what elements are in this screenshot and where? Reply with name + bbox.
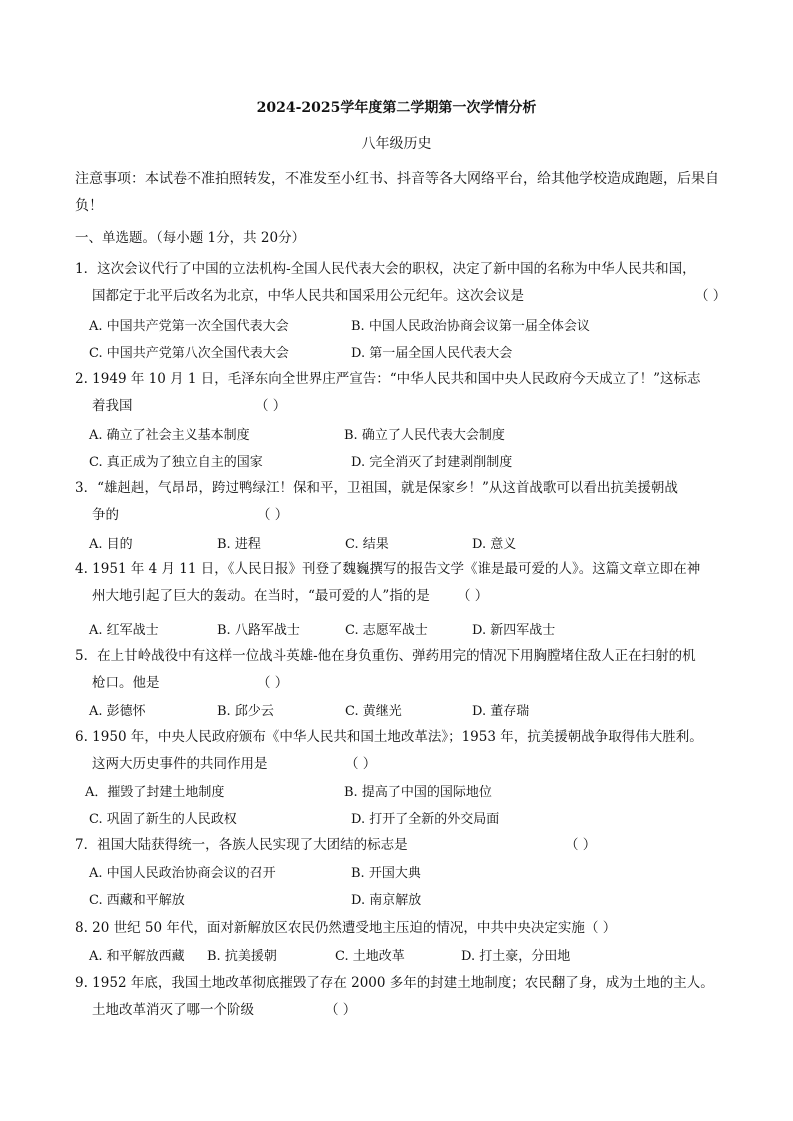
option-a: A. 彭德怀 bbox=[89, 704, 146, 719]
option-b: B. 开国大典 bbox=[351, 866, 421, 881]
option-c: C. 西藏和平解放 bbox=[89, 893, 185, 908]
option-a: A. 和平解放西藏 bbox=[89, 949, 185, 964]
answer-paren: （ ） bbox=[585, 920, 617, 936]
option-d: D. 南京解放 bbox=[351, 893, 422, 908]
option-d: D. 董存瑞 bbox=[472, 704, 530, 719]
notice-line: 注意事项：本试卷不准拍照转发，不准发至小红书、抖音等各大网络平台，给其他学校造成跑题，后果自 bbox=[75, 171, 719, 187]
question-stem-cont: 枪口。他是 bbox=[92, 675, 160, 691]
question-stem: 4. 1951 年 4 月 11 日，《人民日报》刊登了魏巍撰写的报告文学《谁是最可爱的人》。这篇文章立即在神 bbox=[75, 561, 701, 577]
option-d: D. 完全消灭了封建剥削制度 bbox=[351, 455, 513, 470]
option-a: A. 红军战士 bbox=[89, 623, 159, 638]
answer-paren: （ ） bbox=[257, 507, 289, 523]
notice-line: 负！ bbox=[75, 198, 103, 214]
option-b: B. 抗美援朝 bbox=[207, 949, 277, 964]
question-5 bbox=[75, 643, 730, 697]
question-stem-cont: 着我国 bbox=[92, 398, 133, 414]
option-a: A．摧毁了封建土地制度 bbox=[85, 785, 225, 800]
question-3 bbox=[75, 475, 730, 529]
option-d: D. 新四军战士 bbox=[472, 623, 556, 638]
question-stem-cont: 土地改革消灭了哪一个阶级 bbox=[92, 1002, 254, 1018]
question-stem: 3．“雄赳赳，气昂昂，跨过鸭绿江！保和平，卫祖国，就是保家乡！”从这首战歌可以看出抗美援朝战 bbox=[75, 480, 678, 496]
option-a: A. 中国人民政治协商会议的召开 bbox=[89, 866, 276, 881]
question-stem: 9. 1952 年底，我国土地改革彻底摧毁了存在 2000 多年的封建土地制度；农民翻了身，成为土地的主人。 bbox=[75, 975, 714, 991]
option-b: B. 八路军战士 bbox=[217, 623, 300, 638]
exam-title: 2024-2025学年度第二学期第一次学情分析 bbox=[256, 100, 537, 116]
option-c: C. 黄继光 bbox=[345, 704, 402, 719]
question-9 bbox=[75, 970, 730, 1024]
exam-subtitle: 八年级历史 bbox=[361, 136, 432, 152]
question-stem: 8. 20 世纪 50 年代，面对新解放区农民仍然遭受地主压迫的情况，中共中央决定实施 bbox=[75, 920, 585, 936]
option-d: D. 打开了全新的外交局面 bbox=[351, 812, 500, 827]
notice bbox=[75, 166, 725, 220]
option-c: C. 土地改革 bbox=[335, 949, 405, 964]
question-stem-cont: 这两大历史事件的共同作用是 bbox=[92, 756, 268, 772]
question-stem: 1．这次会议代行了中国的立法机构-全国人民代表大会的职权，决定了新中国的名称为中华人民共和国， bbox=[75, 261, 696, 277]
option-c: C. 志愿军战士 bbox=[345, 623, 428, 638]
question-stem: 6. 1950 年，中央人民政府颁布《中华人民共和国土地改革法》；1953 年，抗美援朝战争取得伟大胜利。 bbox=[75, 729, 703, 745]
option-c: C. 真正成为了独立自主的国家 bbox=[89, 455, 263, 470]
option-a: A. 中国共产党第一次全国代表大会 bbox=[89, 319, 289, 334]
answer-paren: （ ） bbox=[695, 288, 727, 304]
option-b: B. 确立了人民代表大会制度 bbox=[344, 428, 505, 443]
question-stem-cont: 州大地引起了巨大的轰动。在当时，“最可爱的人”指的是 bbox=[92, 588, 430, 604]
answer-paren: （ ） bbox=[257, 675, 289, 691]
answer-paren: （ ） bbox=[345, 756, 377, 772]
section-heading: 一、单选题。（每小题 1分，共 20分） bbox=[75, 230, 306, 246]
question-2 bbox=[75, 366, 730, 420]
option-d: D. 第一届全国人民代表大会 bbox=[351, 346, 513, 361]
option-c: C. 巩固了新生的人民政权 bbox=[89, 812, 237, 827]
option-b: B. 邱少云 bbox=[217, 704, 274, 719]
option-a: A. 目的 bbox=[89, 537, 133, 552]
option-b: B. 提高了中国的国际地位 bbox=[344, 785, 492, 800]
question-4 bbox=[75, 556, 730, 610]
question-stem-cont: 国都定于北平后改名为北京，中华人民共和国采用公元纪年。这次会议是 bbox=[92, 288, 524, 304]
question-stem-cont: 争的 bbox=[92, 507, 119, 523]
question-stem: 7．祖国大陆获得统一，各族人民实现了大团结的标志是 bbox=[75, 837, 408, 853]
question-7 bbox=[75, 832, 730, 859]
option-b: B. 进程 bbox=[217, 537, 261, 552]
option-d: D. 打土豪，分田地 bbox=[461, 949, 571, 964]
question-stem: 2. 1949 年 10 月 1 日，毛泽东向全世界庄严宣告：“中华人民共和国中央人民政府今天成立了！”这标志 bbox=[75, 371, 701, 387]
option-c: C. 中国共产党第八次全国代表大会 bbox=[89, 346, 289, 361]
option-d: D. 意义 bbox=[472, 537, 517, 552]
question-1 bbox=[75, 256, 730, 310]
question-8 bbox=[75, 915, 730, 942]
option-b: B. 中国人民政治协商会议第一届全体会议 bbox=[351, 319, 590, 334]
answer-paren: （ ） bbox=[325, 1002, 357, 1018]
question-6 bbox=[75, 724, 730, 778]
answer-paren: （ ） bbox=[457, 588, 489, 604]
option-c: C. 结果 bbox=[345, 537, 389, 552]
option-a: A. 确立了社会主义基本制度 bbox=[89, 428, 250, 443]
answer-paren: （ ） bbox=[255, 398, 287, 414]
question-stem: 5．在上甘岭战役中有这样一位战斗英雄-他在身负重伤、弹药用完的情况下用胸膛堵住敌人正在扫射的机 bbox=[75, 648, 696, 664]
answer-paren: （ ） bbox=[565, 837, 597, 853]
